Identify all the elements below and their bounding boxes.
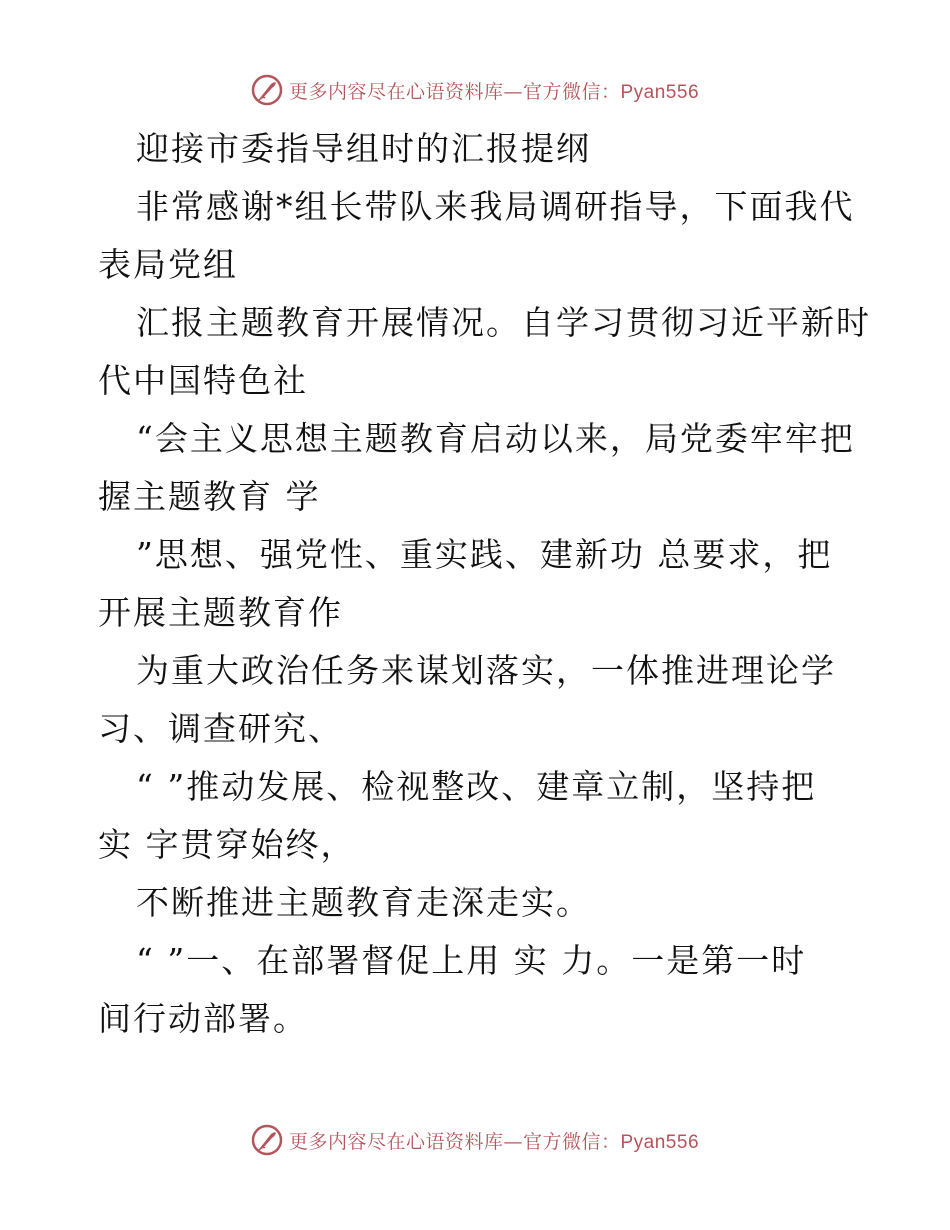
- header-brand-text: 更多内容尽在心语资料库—官方微信：Pyan556: [288, 80, 700, 103]
- doc-line: 迎接市委指导组时的汇报提纲: [136, 129, 591, 168]
- quill-pen-logo-icon: [251, 74, 283, 106]
- doc-line: 实 字贯穿始终，: [98, 825, 356, 864]
- doc-line: 为重大政治任务来谋划落实，一体推进理论学: [136, 651, 836, 690]
- doc-line: 汇报主题教育开展情况。自学习贯彻习近平新时: [136, 303, 871, 342]
- footer-wechat-id: Pyan556: [620, 1131, 700, 1153]
- doc-line: 习、调查研究、: [98, 709, 343, 748]
- doc-line: 握主题教育 学: [98, 477, 321, 516]
- doc-line: 非常感谢*组长带队来我局调研指导，下面我代: [136, 187, 855, 226]
- header-wechat-id: Pyan556: [620, 81, 700, 103]
- doc-line: 开展主题教育作: [98, 593, 343, 632]
- doc-line: 代中国特色社: [98, 361, 308, 400]
- document-body: [98, 120, 871, 1048]
- footer-banner: [0, 1120, 950, 1160]
- doc-line: 表局党组: [98, 245, 238, 284]
- doc-line: ”思想、强党性、重实践、建新功 总要求，把: [136, 535, 833, 574]
- doc-line: “ ”推动发展、检视整改、建章立制，坚持把: [136, 767, 817, 806]
- footer-brand-text: 更多内容尽在心语资料库—官方微信：Pyan556: [288, 1130, 700, 1153]
- doc-line: “会主义思想主题教育启动以来，局党委牢牢把: [136, 419, 855, 458]
- header-banner: [0, 70, 950, 110]
- doc-line: 间行动部署。: [98, 999, 308, 1038]
- quill-pen-logo-icon: [251, 1124, 283, 1156]
- doc-line: 不断推进主题教育走深走实。: [136, 883, 591, 922]
- doc-line: “ ”一、在部署督促上用 实 力。一是第一时: [136, 941, 807, 980]
